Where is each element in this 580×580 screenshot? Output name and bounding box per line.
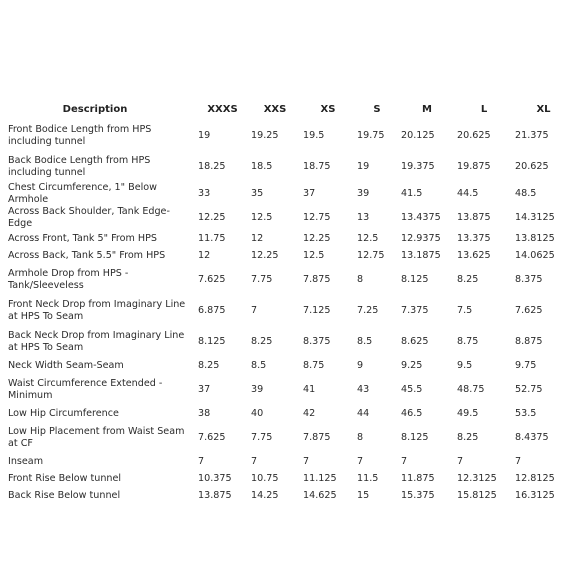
row-value: 8 — [357, 273, 364, 285]
row-value: 16.3125 — [515, 489, 555, 501]
row-value: 7.375 — [401, 304, 429, 316]
row-value: 8.125 — [401, 273, 429, 285]
table-row — [6, 264, 574, 295]
row-value: 18.5 — [251, 160, 273, 172]
row-value: 7.5 — [457, 304, 473, 316]
row-value: 8.25 — [457, 273, 479, 285]
row-value: 19.25 — [251, 129, 279, 141]
row-value: 14.0625 — [515, 249, 555, 261]
table-header — [6, 100, 574, 120]
row-value: 7.75 — [251, 273, 273, 285]
table-row — [6, 357, 574, 374]
table-row — [6, 247, 574, 264]
row-value: 35 — [251, 188, 264, 199]
row-value: 15 — [357, 489, 370, 501]
header-size-l: L — [480, 104, 488, 115]
row-value: 12.25 — [198, 212, 226, 223]
row-value: 12.5 — [303, 249, 325, 261]
row-value: 53.5 — [515, 407, 537, 419]
row-value: 7 — [303, 455, 310, 467]
row-value: 12.25 — [303, 232, 331, 244]
header-description: Description — [62, 104, 128, 115]
row-value: 20.625 — [515, 160, 549, 172]
table-row — [6, 470, 574, 487]
row-value: 7.625 — [515, 304, 543, 316]
header-size-xxxs: XXXS — [207, 104, 238, 115]
row-value: 8.4375 — [515, 431, 549, 443]
row-description: Back Bodice Length from HPS including tunnel — [8, 154, 151, 178]
row-value: 19 — [198, 129, 211, 141]
row-value: 37 — [198, 383, 211, 395]
row-value: 13.625 — [457, 249, 491, 261]
header-size-xl: XL — [536, 104, 551, 115]
row-value: 9.25 — [401, 359, 423, 371]
row-description: Neck Width Seam-Seam — [8, 359, 124, 371]
row-value: 7 — [251, 455, 258, 467]
row-description: Front Rise Below tunnel — [8, 472, 122, 484]
row-value: 12.9375 — [401, 232, 441, 244]
row-description: Back Neck Drop from Imaginary Line at HPS To Seam — [8, 329, 185, 353]
row-value: 7 — [515, 455, 522, 467]
row-value: 11.125 — [303, 472, 337, 484]
row-value: 48.5 — [515, 188, 537, 199]
row-value: 45.5 — [401, 383, 423, 395]
row-value: 8.125 — [198, 335, 226, 347]
header-row — [6, 100, 574, 120]
row-value: 8.5 — [251, 359, 267, 371]
row-value: 12.3125 — [457, 472, 497, 484]
table-row — [6, 182, 574, 206]
table-row — [6, 422, 574, 453]
row-value: 19 — [357, 160, 370, 172]
row-value: 8.25 — [251, 335, 273, 347]
row-value: 8.125 — [401, 431, 429, 443]
table-row — [6, 230, 574, 247]
row-value: 11.5 — [357, 472, 379, 484]
size-chart-table — [6, 100, 574, 504]
table-body — [6, 120, 574, 504]
row-value: 6.875 — [198, 304, 226, 316]
row-value: 8 — [357, 431, 364, 443]
row-value: 7.25 — [357, 304, 379, 316]
row-description: Armhole Drop from HPS - Tank/Sleeveless — [8, 267, 129, 291]
row-value: 33 — [198, 188, 211, 199]
row-value: 9 — [357, 359, 364, 371]
row-value: 9.75 — [515, 359, 537, 371]
row-value: 13 — [357, 212, 370, 223]
row-value: 7.875 — [303, 431, 331, 443]
row-value: 19.875 — [457, 160, 491, 172]
table-row — [6, 487, 574, 504]
row-value: 15.375 — [401, 489, 435, 501]
row-value: 37 — [303, 188, 316, 199]
row-value: 12.5 — [251, 212, 273, 223]
row-value: 19.5 — [303, 129, 325, 141]
row-description: Front Bodice Length from HPS including tunnel — [8, 123, 152, 147]
row-value: 8.25 — [457, 431, 479, 443]
row-value: 14.25 — [251, 489, 279, 501]
row-value: 7 — [357, 455, 364, 467]
row-value: 13.8125 — [515, 232, 555, 244]
row-value: 11.875 — [401, 472, 435, 484]
row-value: 15.8125 — [457, 489, 497, 501]
row-value: 19.75 — [357, 129, 385, 141]
row-value: 21.375 — [515, 129, 549, 141]
row-value: 13.4375 — [401, 212, 441, 223]
row-value: 13.1875 — [401, 249, 441, 261]
row-value: 39 — [357, 188, 370, 199]
row-description: Low Hip Placement from Waist Seam at CF — [8, 425, 185, 449]
row-value: 8.375 — [303, 335, 331, 347]
row-value: 44 — [357, 407, 370, 419]
row-description: Front Neck Drop from Imaginary Line at HPS To Seam — [8, 298, 186, 322]
row-value: 7.625 — [198, 431, 226, 443]
row-value: 12 — [198, 249, 211, 261]
row-value: 8.25 — [198, 359, 220, 371]
row-value: 41.5 — [401, 188, 423, 199]
table-row — [6, 453, 574, 470]
row-value: 7 — [198, 455, 205, 467]
table-row — [6, 405, 574, 422]
header-size-s: S — [373, 104, 381, 115]
header-size-m: M — [422, 104, 432, 115]
row-value: 12.25 — [251, 249, 279, 261]
row-value: 12 — [251, 232, 264, 244]
row-value: 48.75 — [457, 383, 485, 395]
row-value: 14.625 — [303, 489, 337, 501]
row-value: 8.875 — [515, 335, 543, 347]
size-chart — [6, 100, 574, 504]
row-value: 39 — [251, 383, 264, 395]
row-value: 20.625 — [457, 129, 491, 141]
row-value: 40 — [251, 407, 264, 419]
row-value: 18.25 — [198, 160, 226, 172]
row-value: 8.625 — [401, 335, 429, 347]
row-value: 13.875 — [457, 212, 491, 223]
row-description: Chest Circumference, 1" Below Armhole — [8, 182, 157, 205]
row-value: 12.8125 — [515, 472, 555, 484]
row-value: 18.75 — [303, 160, 331, 172]
row-value: 9.5 — [457, 359, 473, 371]
row-value: 8.375 — [515, 273, 543, 285]
row-value: 11.75 — [198, 232, 226, 244]
row-value: 19.375 — [401, 160, 435, 172]
table-row — [6, 326, 574, 357]
row-value: 7 — [401, 455, 408, 467]
row-description: Across Front, Tank 5" From HPS — [8, 232, 157, 244]
row-value: 12.5 — [357, 232, 379, 244]
row-value: 14.3125 — [515, 212, 555, 223]
table-row — [6, 374, 574, 405]
row-value: 8.75 — [303, 359, 325, 371]
header-size-xs: XS — [320, 104, 336, 115]
row-value: 41 — [303, 383, 316, 395]
row-value: 8.5 — [357, 335, 373, 347]
row-value: 43 — [357, 383, 370, 395]
row-value: 8.75 — [457, 335, 479, 347]
table-row — [6, 120, 574, 151]
row-value: 7.875 — [303, 273, 331, 285]
row-value: 44.5 — [457, 188, 479, 199]
row-description: Across Back, Tank 5.5" From HPS — [8, 249, 166, 261]
row-value: 7 — [251, 304, 258, 316]
row-description: Inseam — [8, 455, 44, 467]
row-value: 10.75 — [251, 472, 279, 484]
row-value: 13.375 — [457, 232, 491, 244]
table-row — [6, 295, 574, 326]
table-row — [6, 151, 574, 182]
row-description: Waist Circumference Extended - Minimum — [8, 377, 163, 401]
row-description: Across Back Shoulder, Tank Edge-Edge — [8, 206, 170, 229]
row-value: 7 — [457, 455, 464, 467]
row-value: 20.125 — [401, 129, 435, 141]
row-value: 10.375 — [198, 472, 232, 484]
row-description: Low Hip Circumference — [8, 407, 119, 419]
row-value: 13.875 — [198, 489, 232, 501]
row-value: 7.75 — [251, 431, 273, 443]
row-value: 12.75 — [357, 249, 385, 261]
header-size-xxs: XXS — [263, 104, 287, 115]
row-description: Back Rise Below tunnel — [8, 489, 121, 501]
table-row — [6, 206, 574, 230]
row-value: 38 — [198, 407, 211, 419]
row-value: 7.125 — [303, 304, 331, 316]
row-value: 7.625 — [198, 273, 226, 285]
row-value: 46.5 — [401, 407, 423, 419]
row-value: 42 — [303, 407, 316, 419]
row-value: 49.5 — [457, 407, 479, 419]
row-value: 52.75 — [515, 383, 543, 395]
row-value: 12.75 — [303, 212, 331, 223]
